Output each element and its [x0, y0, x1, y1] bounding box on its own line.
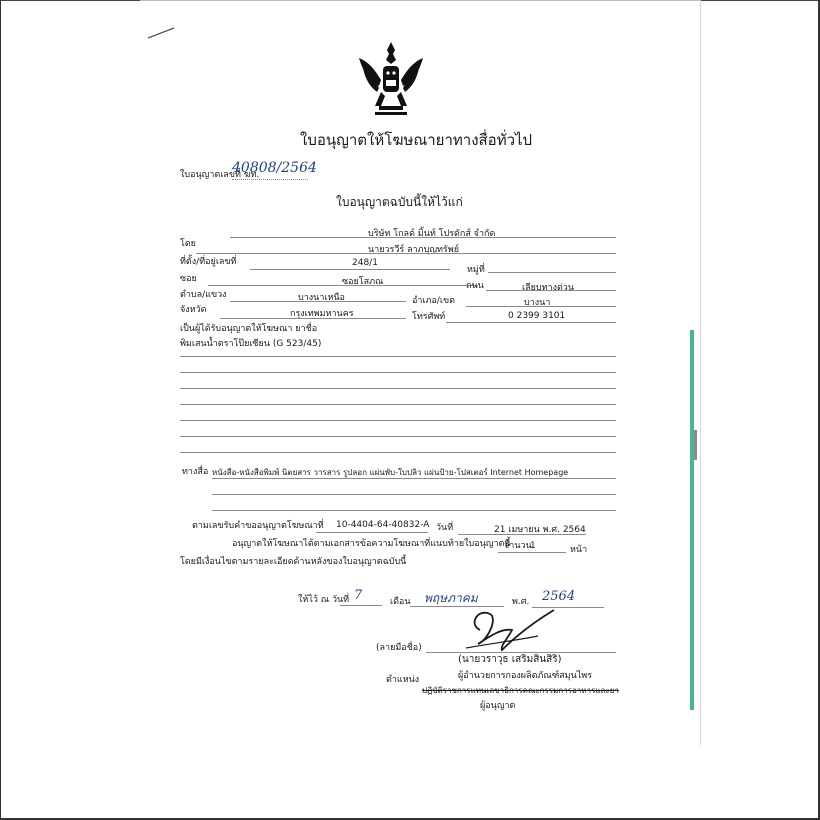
media-label: ทางสื่อ: [182, 467, 209, 477]
given-month: พฤษภาคม: [424, 591, 478, 605]
given-year: 2564: [542, 589, 576, 604]
edge-mark-dash: [694, 430, 697, 460]
representative: นายวรวีร์ ลาภบุญทรัพย์: [368, 245, 459, 255]
approver-label: ผู้อนุญาต: [480, 701, 516, 711]
media-value: หนังสือ-หนังสือพิมพ์ นิตยสาร วารสาร รูปลอก แผ่นพับ-ใบปลิว แผ่นป้าย-โปสเตอร์ Internet Homepage: [212, 468, 569, 477]
date-label: วันที่: [436, 523, 454, 533]
soi-value: ซอยโสภณ: [342, 277, 384, 287]
receipt-value: 10-4404-64-40832-A: [336, 520, 430, 530]
signer-name: (นายวราวุธ เสริมสินสิริ): [458, 654, 562, 665]
license-no-value: 40808/2564: [232, 160, 317, 176]
month-label: เดือน: [390, 597, 411, 607]
receipt-label: ตามเลขรับคำขออนุญาตโฆษณาที่: [192, 521, 324, 531]
date-value: 21 เมษายน พ.ศ. 2564: [494, 525, 586, 535]
year-label: พ.ศ.: [512, 597, 530, 607]
province-label: จังหวัด: [180, 305, 207, 315]
signature-label: (ลายมือชื่อ): [376, 643, 422, 653]
position-label: ตำแหน่ง: [386, 675, 420, 685]
given-on-label: ให้ไว้ ณ วันที่: [298, 595, 350, 605]
count-label: จำนวน: [504, 541, 532, 551]
phone-label: โทรศัพท์: [412, 312, 446, 322]
granted-to-heading: ใบอนุญาตฉบับนี้ให้ไว้แก่: [336, 195, 463, 209]
given-day: 7: [354, 588, 363, 603]
district-value: บางนา: [524, 298, 551, 308]
drug-name: พิมเสนน้ำตราโป๊ยเซียน (G 523/45): [180, 339, 322, 349]
address-label: ที่ตั้ง/ที่อยู่เลขที่: [180, 257, 237, 267]
soi-label: ซอย: [180, 274, 197, 284]
document-page: [140, 0, 700, 820]
document-title: ใบอนุญาตให้โฆษณายาทางสื่อทั่วไป: [300, 131, 533, 149]
subdistrict-value: บางนาเหนือ: [298, 293, 345, 303]
drug-line-label: เป็นผู้ได้รับอนุญาตให้โฆษณา ยาชื่อ: [180, 324, 318, 334]
province-value: กรุงเทพมหานคร: [290, 309, 354, 319]
phone-value: 0 2399 3101: [508, 311, 566, 321]
subdistrict-label: ตำบล/แขวง: [180, 290, 227, 300]
attach-label: อนุญาตให้โฆษณาได้ตามเอกสารข้อความโฆษณาที่แนบท้ายใบอนุญาตนี้: [232, 539, 511, 549]
moo-label: หมู่ที่: [467, 265, 485, 275]
garuda-emblem-icon: [355, 40, 427, 118]
road-label: ถนน: [466, 281, 484, 291]
conditions-text: โดยมีเงื่อนไขตามรายละเอียดด้านหลังของใบอนุญาตฉบับนี้: [180, 557, 407, 567]
license-no-label: ใบอนุญาตเลขที่ ฆท.: [180, 170, 260, 180]
page-unit: หน้า: [570, 545, 588, 555]
position-line2: ปฏิบัติราชการแทนเลขาธิการคณะกรรมการอาหารและยา: [422, 686, 619, 695]
district-label: อำเภอ/เขต: [412, 296, 455, 306]
position-line1: ผู้อำนวยการกองผลิตภัณฑ์สมุนไพร: [458, 671, 593, 681]
stray-scan-mark: [146, 24, 178, 42]
handwritten-signature: [458, 600, 558, 658]
address-no: 248/1: [352, 258, 378, 268]
road-value: เลียบทางด่วน: [522, 283, 575, 293]
count-value: 1: [530, 541, 536, 551]
edge-mark: [690, 330, 694, 710]
company-name: บริษัท โกลด์ มิ้นท์ โปรดักส์ จำกัด: [368, 229, 496, 239]
by-label: โดย: [180, 239, 196, 249]
